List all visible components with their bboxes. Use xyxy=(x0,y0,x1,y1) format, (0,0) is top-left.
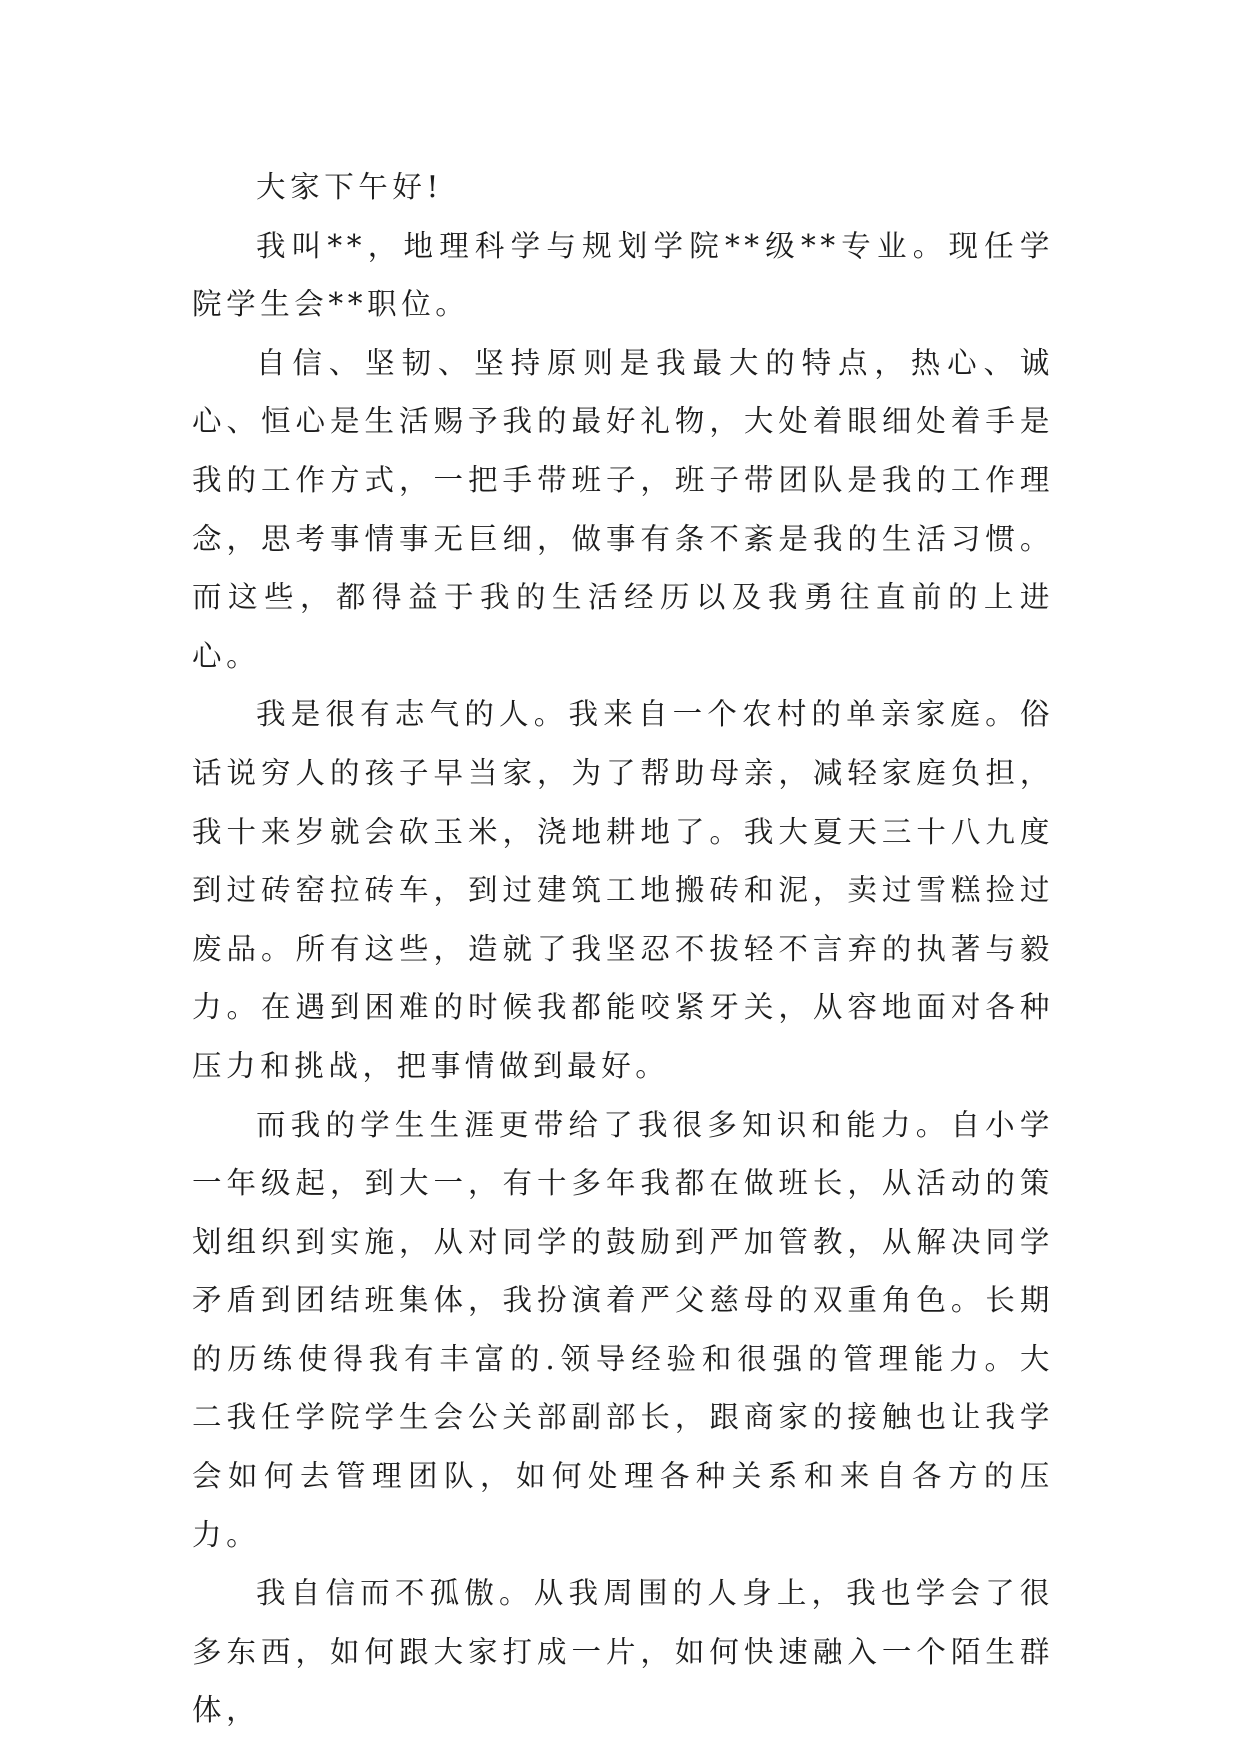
greeting-paragraph: 大家下午好! xyxy=(256,170,443,204)
confidence-paragraph: 我自信而不孤傲。从我周围的人身上，我也学会了很多东西，如何跟大家打成一片，如何快速融入一个陌生群体， xyxy=(192,1576,1054,1728)
document-body xyxy=(192,158,1054,1740)
background-paragraph: 我是很有志气的人。我来自一个农村的单亲家庭。俗话说穷人的孩子早当家，为了帮助母亲，减轻家庭负担，我十来岁就会砍玉米，浇地耕地了。我大夏天三十八九度到过砖窑拉砖车，到过建筑工地搬砖和泥，卖过雪糕捡过废品。所有这些，造就了我坚忍不拔轻不言弃的执著与毅力。在遇到困难的时候我都能咬紧牙关，从容地面对各种压力和挑战，把事情做到最好。 xyxy=(192,697,1054,1083)
traits-paragraph: 自信、坚韧、坚持原则是我最大的特点，热心、诚心、恒心是生活赐予我的最好礼物，大处着眼细处着手是我的工作方式，一把手带班子，班子带团队是我的工作理念，思考事情事无巨细，做事有条不紊是我的生活习惯。而这些，都得益于我的生活经历以及我勇往直前的上进心。 xyxy=(192,345,1054,673)
introduction-paragraph: 我叫**，地理科学与规划学院**级**专业。现任学院学生会**职位。 xyxy=(192,228,1054,322)
student-career-paragraph: 而我的学生生涯更带给了我很多知识和能力。自小学一年级起，到大一，有十多年我都在做班长，从活动的策划组织到实施，从对同学的鼓励到严加管教，从解决同学矛盾到团结班集体，我扮演着严父慈母的双重角色。长期的历练使得我有丰富的.领导经验和很强的管理能力。大二我任学院学生会公关部副部长，跟商家的接触也让我学会如何去管理团队，如何处理各种关系和来自各方的压力。 xyxy=(192,1107,1054,1552)
